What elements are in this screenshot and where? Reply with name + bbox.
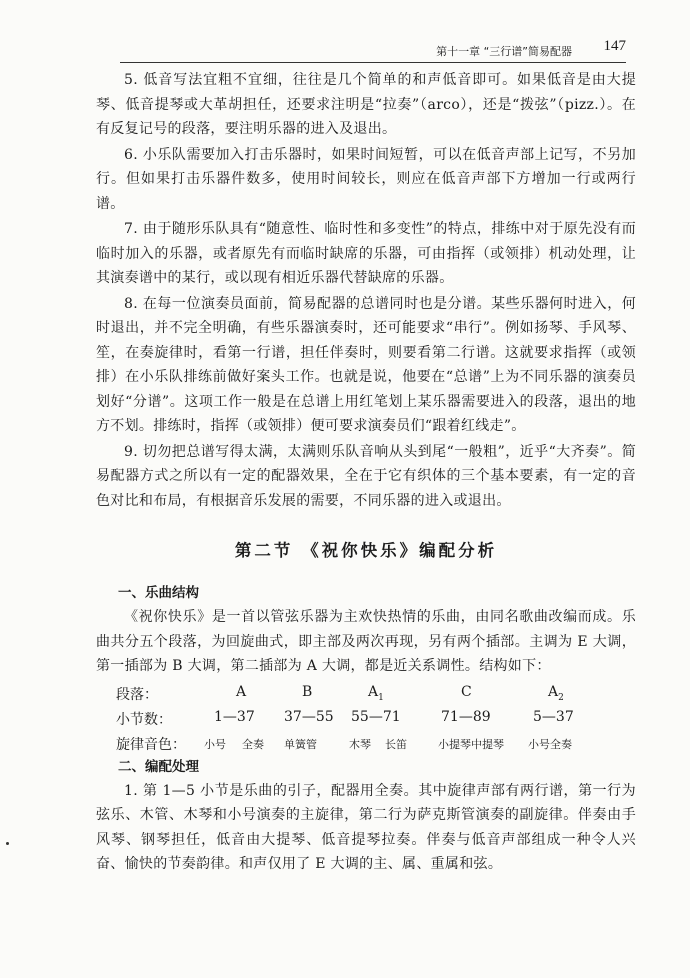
timbre-cell: 全奏 — [242, 737, 264, 751]
timbre-cell: 木琴 — [349, 737, 371, 751]
bars-cell: 1—37 — [214, 708, 255, 725]
paragraph-item-6: 6. 小乐队需要加入打击乐器时，如果时间短暂，可以在低音声部上记写，不另加行。但如果打击乐器件数多，使用时间较长，则应在低音声部下方增加一行或两行谱。 — [96, 146, 636, 212]
timbre-cell: 小提琴中提琴 — [438, 737, 504, 751]
paragraph-structure-intro: 《祝你快乐》是一首以管弦乐器为主欢快热情的乐曲，由同名歌曲改编而成。乐曲共分五个段落，为回旋曲式，即主部及两次再现，另有两个插部。主调为 E 大调，第一插部为 B 大调，第二插部为 A 大调，都是近关系调性。结构如下： — [96, 609, 636, 674]
section-title: 第二节 《祝你快乐》编配分析 — [234, 541, 498, 560]
bars-cell: 71—89 — [441, 708, 491, 725]
running-header — [120, 38, 626, 63]
bars-label: 小节数： — [116, 711, 172, 728]
timbre-cell: 长笛 — [385, 737, 407, 751]
section-cell — [461, 684, 472, 700]
paragraph-item-7: 7. 由于随形乐队具有“随意性、临时性和多变性”的特点，排练中对于原先没有而临时加入的乐器，或者原先有而临时缺席的乐器，可由指挥（或领排）机动处理，让其演奏谱中的某行，或以现有相近乐器代替缺席的乐器。 — [96, 221, 636, 286]
sections-row — [96, 680, 636, 705]
bars-row — [96, 705, 636, 730]
timbre-row — [96, 730, 636, 755]
section-cell — [548, 684, 564, 703]
sections-label: 段落： — [116, 686, 158, 703]
page-number: 147 — [603, 38, 626, 54]
bars-cell: 37—55 — [284, 708, 334, 725]
chapter-title: 第十一章 “三行谱”简易配器 — [436, 45, 572, 58]
section-letter: A — [368, 683, 379, 700]
timbre-label: 旋律音色： — [116, 736, 186, 753]
timbre-cell: 小号 — [204, 737, 226, 751]
subheading-structure: 一、乐曲结构 — [118, 585, 199, 601]
paragraph-arrangement-1: 1. 第 1—5 小节是乐曲的引子，配器用全奏。其中旋律声部有两行谱，第一行为弦乐、木管、木琴和小号演奏的主旋律，第二行为萨克斯管演奏的副旋律。伴奏由手风琴、钢琴担任，低音由大提琴、低音提琴拉奏。伴奏与低音声部组成一种令人兴奋、愉快的节奏韵律。和声仅用了 E 大调的主、属、重属和弦。 — [96, 782, 636, 872]
section-subscript: 2 — [558, 692, 564, 703]
timbre-cell: 单簧管 — [284, 737, 317, 751]
section-cell — [368, 684, 384, 703]
bars-cell: 55—71 — [351, 708, 401, 725]
bars-cell: 5—37 — [533, 708, 574, 725]
page-body — [96, 68, 636, 877]
paragraph-item-5: 5. 低音写法宜粗不宜细，往往是几个简单的和声低音即可。如果低音是由大提琴、低音提琴或大革胡担任，还要求注明是“拉奏”（arco），还是“拨弦”（pizz.）。在有反复记号的段落，要注明乐器的进入及退出。 — [96, 72, 636, 137]
timbre-cell: 小号全奏 — [528, 737, 572, 751]
margin-dot — [6, 842, 9, 845]
paragraph-item-8: 8. 在每一位演奏员面前，简易配器的总谱同时也是分谱。某些乐器何时进入，何时退出，并不完全明确，有些乐器演奏时，还可能要求“串行”。例如扬琴、手风琴、笙，在奏旋律时，看第一行谱，担任伴奏时，则要看第二行谱。这就要求指挥（或领排）在小乐队排练前做好案头工作。也就是说，他要在“总谱”上为不同乐器的演奏员划好“分谱”。这项工作一般是在总谱上用红笔划上某乐器需要进入的段落，退出的地方不划。排练时，指挥（或领排）便可要求演奏员们“跟着红线走”。 — [96, 295, 636, 434]
section-cell — [302, 684, 312, 700]
section-letter: A — [548, 683, 559, 700]
section-letter: B — [302, 683, 313, 700]
structure-table — [96, 680, 636, 755]
section-letter: C — [461, 683, 472, 700]
section-letter: A — [236, 683, 247, 700]
section-cell — [236, 684, 246, 700]
paragraph-item-9: 9. 切勿把总谱写得太满，太满则乐队音响从头到尾“一般粗”，近乎“大齐奏”。简易配器方式之所以有一定的配器效果，全在于它有织体的三个基本要素，有一定的音色对比和布局，有根据音乐发展的需要，不同乐器的进入或退出。 — [96, 443, 636, 509]
subheading-arrangement: 二、编配处理 — [118, 758, 199, 775]
section-subscript: 1 — [378, 692, 384, 703]
